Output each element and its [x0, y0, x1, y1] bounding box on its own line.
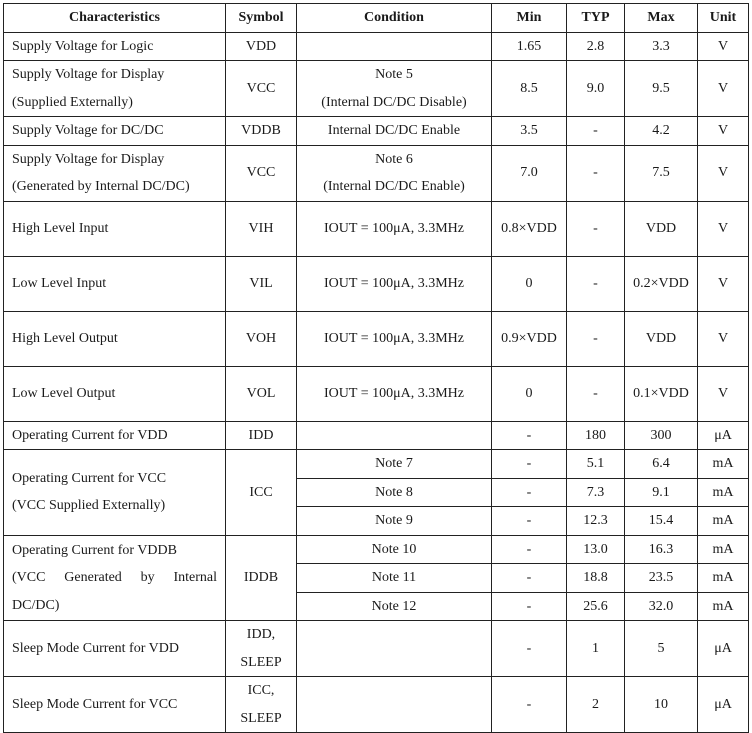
characteristic-cell: Sleep Mode Current for VDD	[4, 621, 226, 677]
min-cell: 1.65	[492, 32, 567, 61]
min-cell: 7.0	[492, 145, 567, 201]
typ-cell: -	[567, 117, 625, 146]
header-condition: Condition	[297, 4, 492, 33]
max-cell: 10	[625, 677, 698, 733]
symbol-cell: VIH	[226, 201, 297, 256]
symbol-line: SLEEP	[240, 710, 282, 726]
header-typ: TYP	[567, 4, 625, 33]
max-cell: VDD	[625, 201, 698, 256]
unit-cell: V	[698, 366, 749, 421]
characteristic-line: DC/DC)	[12, 597, 60, 613]
symbol-cell: VOL	[226, 366, 297, 421]
min-cell: 8.5	[492, 61, 567, 117]
condition-cell	[297, 145, 492, 201]
max-cell: 16.3	[625, 535, 698, 564]
unit-cell: V	[698, 145, 749, 201]
typ-cell: 7.3	[567, 478, 625, 507]
table-row	[4, 535, 749, 564]
max-cell: 0.2×VDD	[625, 256, 698, 311]
condition-cell: Note 10	[297, 535, 492, 564]
unit-cell: μA	[698, 677, 749, 733]
condition-cell: Internal DC/DC Enable	[297, 117, 492, 146]
condition-cell: Note 11	[297, 564, 492, 593]
header-characteristics: Characteristics	[4, 4, 226, 33]
max-cell: 0.1×VDD	[625, 366, 698, 421]
max-cell: 9.5	[625, 61, 698, 117]
characteristic-cell: Low Level Input	[4, 256, 226, 311]
table-row	[4, 117, 749, 146]
characteristic-line: Operating Current for VDDB	[12, 542, 177, 558]
typ-cell: 18.8	[567, 564, 625, 593]
table-row	[4, 450, 749, 479]
condition-cell	[297, 421, 492, 450]
condition-cell	[297, 677, 492, 733]
characteristic-line: Supply Voltage for Display	[12, 67, 165, 82]
table-row	[4, 311, 749, 366]
min-cell: 3.5	[492, 117, 567, 146]
symbol-cell: IDD	[226, 421, 297, 450]
header-max: Max	[625, 4, 698, 33]
max-cell: 3.3	[625, 32, 698, 61]
characteristic-cell: High Level Output	[4, 311, 226, 366]
header-min: Min	[492, 4, 567, 33]
condition-line: Note 6	[375, 151, 413, 167]
table-row	[4, 677, 749, 733]
condition-cell: Note 7	[297, 450, 492, 479]
symbol-cell	[226, 621, 297, 677]
typ-cell: 13.0	[567, 535, 625, 564]
min-cell: -	[492, 478, 567, 507]
typ-cell: 5.1	[567, 450, 625, 479]
condition-cell: IOUT = 100μA, 3.3MHz	[297, 366, 492, 421]
condition-cell	[297, 61, 492, 117]
condition-cell	[297, 32, 492, 61]
max-cell: 5	[625, 621, 698, 677]
table-row	[4, 145, 749, 201]
characteristic-cell: Supply Voltage for DC/DC	[4, 117, 226, 146]
characteristic-line: (Generated by Internal DC/DC)	[12, 179, 190, 194]
table-row	[4, 421, 749, 450]
condition-line: (Internal DC/DC Disable)	[321, 94, 467, 110]
condition-line: (Internal DC/DC Enable)	[323, 179, 465, 194]
typ-cell: -	[567, 201, 625, 256]
unit-cell: mA	[698, 450, 749, 479]
unit-cell: V	[698, 117, 749, 146]
symbol-cell: IDDB	[226, 535, 297, 621]
unit-cell: mA	[698, 478, 749, 507]
symbol-cell	[226, 677, 297, 733]
min-cell: 0.9×VDD	[492, 311, 567, 366]
min-cell: -	[492, 535, 567, 564]
characteristic-line: (VCC Generated by Internal	[12, 570, 217, 585]
unit-cell: V	[698, 256, 749, 311]
typ-cell: -	[567, 366, 625, 421]
unit-cell: μA	[698, 621, 749, 677]
characteristic-line: (VCC Supplied Externally)	[12, 498, 166, 514]
max-cell: 23.5	[625, 564, 698, 593]
max-cell: 6.4	[625, 450, 698, 479]
max-cell: VDD	[625, 311, 698, 366]
unit-cell: V	[698, 61, 749, 117]
electrical-characteristics-table	[3, 3, 749, 733]
symbol-cell: VCC	[226, 61, 297, 117]
min-cell: 0	[492, 366, 567, 421]
typ-cell: 9.0	[567, 61, 625, 117]
condition-cell: IOUT = 100μA, 3.3MHz	[297, 311, 492, 366]
typ-cell: -	[567, 256, 625, 311]
header-symbol: Symbol	[226, 4, 297, 33]
min-cell: -	[492, 621, 567, 677]
symbol-line: ICC,	[247, 683, 275, 698]
min-cell: -	[492, 421, 567, 450]
condition-cell: IOUT = 100μA, 3.3MHz	[297, 201, 492, 256]
symbol-cell: VCC	[226, 145, 297, 201]
characteristic-cell: Supply Voltage for Logic	[4, 32, 226, 61]
symbol-line: SLEEP	[240, 654, 282, 670]
unit-cell: V	[698, 311, 749, 366]
condition-cell: Note 8	[297, 478, 492, 507]
characteristic-cell: Low Level Output	[4, 366, 226, 421]
unit-cell: mA	[698, 535, 749, 564]
table-row	[4, 256, 749, 311]
condition-cell: IOUT = 100μA, 3.3MHz	[297, 256, 492, 311]
min-cell: -	[492, 677, 567, 733]
unit-cell: V	[698, 201, 749, 256]
condition-cell	[297, 621, 492, 677]
unit-cell: mA	[698, 507, 749, 536]
table-row	[4, 201, 749, 256]
table-row	[4, 61, 749, 117]
symbol-line: IDD,	[246, 627, 276, 642]
min-cell: -	[492, 450, 567, 479]
typ-cell: 12.3	[567, 507, 625, 536]
unit-cell: mA	[698, 592, 749, 621]
characteristic-cell: Sleep Mode Current for VCC	[4, 677, 226, 733]
max-cell: 7.5	[625, 145, 698, 201]
typ-cell: -	[567, 311, 625, 366]
symbol-cell: VDD	[226, 32, 297, 61]
symbol-cell: VDDB	[226, 117, 297, 146]
max-cell: 9.1	[625, 478, 698, 507]
min-cell: 0.8×VDD	[492, 201, 567, 256]
max-cell: 32.0	[625, 592, 698, 621]
max-cell: 300	[625, 421, 698, 450]
min-cell: -	[492, 507, 567, 536]
max-cell: 15.4	[625, 507, 698, 536]
max-cell: 4.2	[625, 117, 698, 146]
symbol-cell: VIL	[226, 256, 297, 311]
symbol-cell: ICC	[226, 450, 297, 536]
unit-cell: V	[698, 32, 749, 61]
characteristic-cell	[4, 145, 226, 201]
min-cell: 0	[492, 256, 567, 311]
min-cell: -	[492, 592, 567, 621]
table-row	[4, 621, 749, 677]
characteristic-cell	[4, 450, 226, 536]
header-row	[4, 4, 749, 33]
condition-cell: Note 9	[297, 507, 492, 536]
header-unit: Unit	[698, 4, 749, 33]
symbol-cell: VOH	[226, 311, 297, 366]
characteristic-line: (Supplied Externally)	[12, 94, 133, 110]
characteristic-line: Operating Current for VCC	[12, 470, 167, 486]
table-row	[4, 366, 749, 421]
unit-cell: mA	[698, 564, 749, 593]
min-cell: -	[492, 564, 567, 593]
typ-cell: -	[567, 145, 625, 201]
characteristic-cell	[4, 535, 226, 621]
unit-cell: μA	[698, 421, 749, 450]
typ-cell: 2.8	[567, 32, 625, 61]
characteristic-cell	[4, 61, 226, 117]
characteristic-line: Supply Voltage for Display	[12, 151, 165, 167]
condition-cell: Note 12	[297, 592, 492, 621]
typ-cell: 1	[567, 621, 625, 677]
condition-line: Note 5	[375, 67, 413, 82]
typ-cell: 2	[567, 677, 625, 733]
table-row	[4, 32, 749, 61]
typ-cell: 180	[567, 421, 625, 450]
typ-cell: 25.6	[567, 592, 625, 621]
characteristic-cell: High Level Input	[4, 201, 226, 256]
characteristic-cell: Operating Current for VDD	[4, 421, 226, 450]
